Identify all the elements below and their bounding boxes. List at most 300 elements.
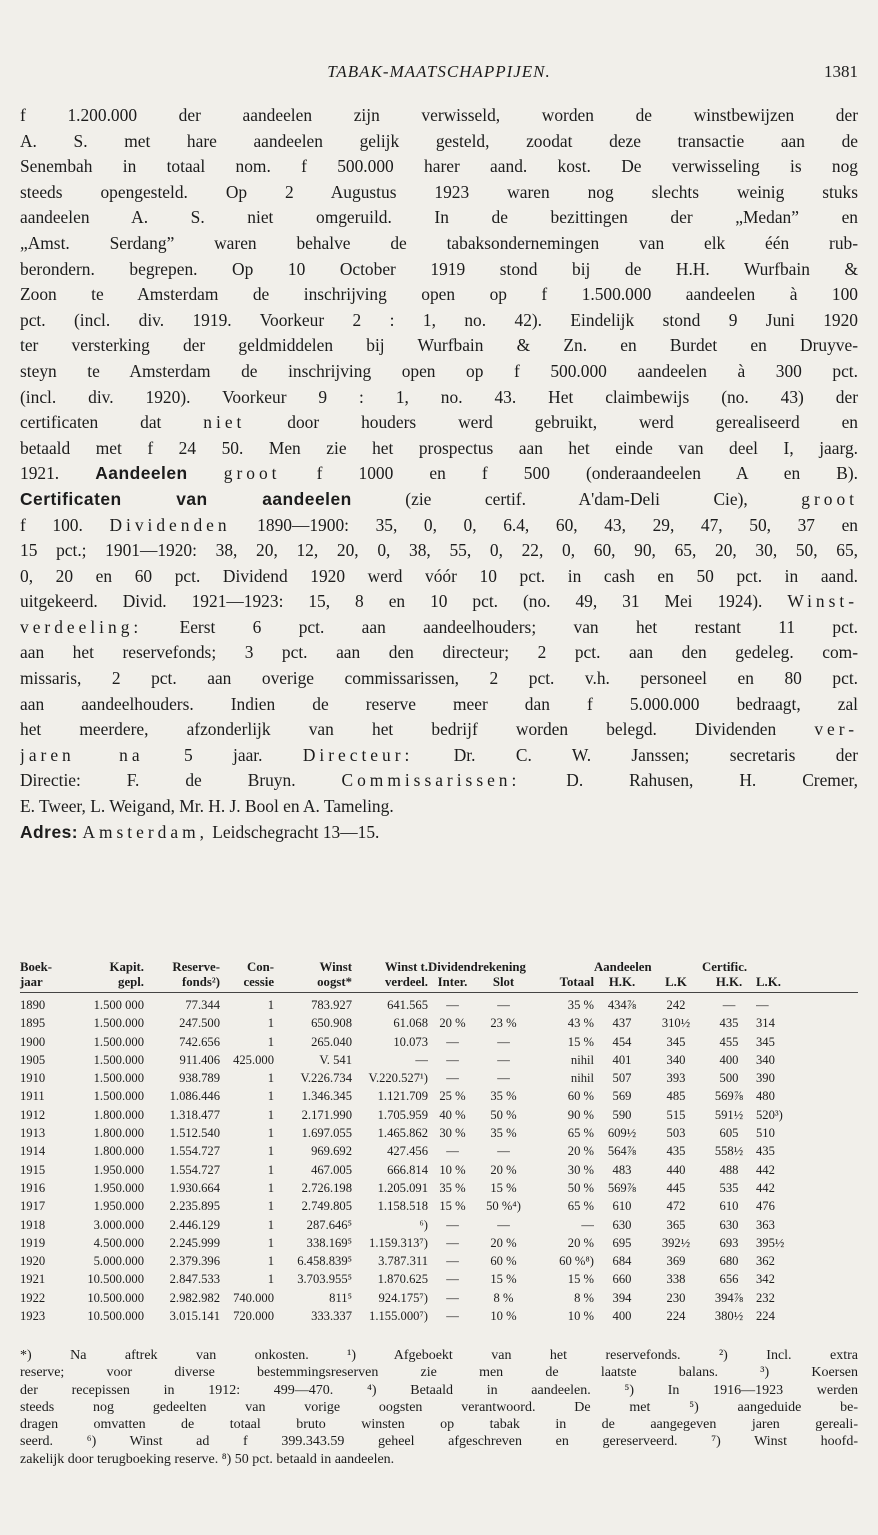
table-cell: 1 [267, 1180, 274, 1195]
table-cell: 340 [666, 1052, 686, 1067]
table-cell: 1.500.000 [93, 1016, 144, 1031]
text-span: E. Tweer, L. Weigand, Mr. H. J. Bool en A. Tameling. [20, 796, 394, 817]
table-cell: 363 [756, 1217, 775, 1232]
table-cell: 610 [612, 1199, 632, 1214]
body-text [20, 103, 858, 845]
footnote-line: reserve; voor diverse bestemmingsreserven zie men de laatste balans. ³) Koersen [20, 1365, 858, 1381]
table-cell: 1.155.000⁷) [369, 1309, 428, 1324]
table-cell: 666.814 [387, 1162, 428, 1177]
table-cell: 35 % [567, 998, 594, 1012]
table-header-cell: Dividendrekening [428, 960, 526, 974]
table-cell: 1.950.000 [93, 1162, 144, 1177]
table-cell: 380½ [714, 1309, 744, 1324]
table-cell: 609½ [607, 1126, 637, 1141]
table-cell: 740.000 [233, 1290, 274, 1305]
text-span: 5 jaar. [143, 744, 303, 765]
table-cell: 6.458.839⁵ [297, 1254, 352, 1269]
table-cell: 15 % [567, 1034, 594, 1049]
table-header-cell: Inter. [428, 975, 477, 993]
table-cell: 1911 [20, 1089, 45, 1104]
table-cell: 1.554.727 [169, 1144, 220, 1159]
table-cell: 783.927 [311, 998, 352, 1012]
table-cell: 520³) [756, 1107, 783, 1122]
table-cell: 395½ [756, 1235, 785, 1250]
text-line [20, 282, 858, 308]
table-cell: 684 [612, 1254, 632, 1269]
table-cell: 1.554.727 [169, 1162, 220, 1177]
text-span: certificaten dat [20, 412, 204, 433]
text-line [20, 513, 858, 539]
table-cell: 3.015.141 [169, 1309, 220, 1324]
table-cell: 427.456 [387, 1144, 428, 1159]
table-cell: 472 [666, 1199, 686, 1214]
spaced-text: verdeeling: [20, 616, 143, 637]
table-cell: 338.169⁵ [306, 1235, 352, 1250]
text-span: Senembah in totaal nom. f 500.000 harer aand. kost. De verwisseling is nog [20, 156, 858, 177]
text-line [20, 666, 858, 692]
table-cell: 660 [612, 1272, 632, 1287]
table-cell: 4.500.000 [93, 1235, 144, 1250]
text-line [20, 410, 858, 436]
table-header-cell: L.K [650, 975, 702, 993]
table-cell: 15 % [490, 1272, 517, 1287]
table-cell: 10 % [490, 1309, 517, 1324]
table-header-cell: Certific. [702, 960, 748, 974]
table-row [20, 1161, 858, 1179]
text-line [20, 564, 858, 590]
table-cell: 25 % [439, 1089, 466, 1104]
table-cell: — [497, 998, 510, 1012]
table-header-cell: Winst [319, 960, 352, 974]
table-cell: 434⅞ [607, 998, 637, 1012]
table-header-cell: gepl. [56, 975, 144, 993]
table-cell: 61.068 [393, 1016, 428, 1031]
table-cell: 680 [719, 1254, 739, 1269]
table-cell: 1.500.000 [93, 1052, 144, 1067]
table-cell: 569 [612, 1089, 632, 1104]
text-line [20, 333, 858, 359]
text-span: door houders werd gebruikt, werd gerealiseerd en [245, 412, 858, 433]
table-row [20, 1234, 858, 1252]
text-span: 1921. [20, 463, 96, 484]
table-cell: 630 [612, 1217, 632, 1232]
table-cell: 641.565 [387, 998, 428, 1012]
table-cell: 569⅞ [607, 1180, 637, 1195]
table-cell: 1.121.709 [377, 1089, 428, 1104]
table-cell: 2.379.396 [169, 1254, 220, 1269]
table-header-cell: Winst t. [384, 960, 428, 974]
table-cell: 10.500.000 [87, 1309, 144, 1324]
text-line [20, 589, 858, 615]
table-cell: 342 [756, 1272, 775, 1287]
text-line [20, 692, 858, 718]
text-span: Leidschegracht 13—15. [207, 821, 380, 842]
table-cell: 10 % [567, 1309, 594, 1324]
table-cell: 43 % [567, 1016, 594, 1031]
table-cell: 969.692 [311, 1144, 352, 1159]
table-cell: 20 % [439, 1016, 466, 1031]
footnote-line: zakelijk door terugboeking reserve. ⁸) 50 pct. betaald in aandeelen. [20, 1451, 395, 1467]
table-cell: nihil [570, 1052, 594, 1067]
table-cell: 392½ [661, 1235, 691, 1250]
table-cell: 454 [612, 1034, 632, 1049]
table-cell: 1 [267, 1016, 274, 1031]
running-header [0, 62, 878, 88]
text-span: Eerst 6 pct. aan aandeelhouders; van het restant 11 pct. [142, 616, 858, 637]
text-span: aan aandeelhouders. Indien de reserve meer dan f 5.000.000 bedraagt, zal [20, 693, 858, 714]
table-cell: 50 %⁴) [486, 1199, 521, 1214]
table-cell: 564⅞ [607, 1144, 637, 1159]
table-cell: 1.086.446 [169, 1089, 220, 1104]
table-row [20, 1270, 858, 1288]
table-cell: 369 [666, 1254, 686, 1269]
table-row [20, 1014, 858, 1032]
table-cell: 442 [756, 1180, 775, 1195]
text-line [20, 461, 858, 487]
table-cell: 230 [666, 1290, 686, 1305]
table-cell: — [446, 1254, 459, 1269]
running-title: TABAK-MAATSCHAPPIJEN. [327, 62, 551, 81]
text-span: D. Rahusen, H. Cremer, [520, 770, 858, 791]
text-span: 1890—1900: 35, 0, 0, 6.4, 60, 43, 29, 47, 50, 37 en [230, 514, 858, 535]
footnote-line: dragen omvatten de totaal bruto winsten op tabak in de aangegeven jaren gereali- [20, 1417, 858, 1433]
table-row [20, 1289, 858, 1307]
table-cell: 1.930.664 [169, 1180, 220, 1195]
spaced-text: Amsterdam, [82, 821, 208, 842]
table-cell: — [497, 1052, 510, 1067]
text-line [20, 257, 858, 283]
text-span: pct. (incl. div. 1919. Voorkeur 2 : 1, no. 42). Eindelijk stond 9 Juni 1920 [20, 309, 858, 330]
text-span: uitgekeerd. Divid. 1921—1923: 15, 8 en 10 pct. (no. 49, 31 Mei 1924). [20, 591, 788, 612]
table-cell: 224 [666, 1309, 686, 1324]
text-span: aan het reservefonds; 3 pct. aan den directeur; 2 pct. aan den gedeleg. com- [20, 642, 858, 663]
table-cell: 911.406 [179, 1052, 220, 1067]
table-cell: 20 % [567, 1235, 594, 1250]
table-cell: 938.789 [179, 1071, 220, 1086]
text-line [20, 717, 858, 743]
table-cell: 500 [719, 1071, 739, 1086]
financial-table [20, 960, 858, 1325]
table-cell: 1919 [20, 1235, 46, 1250]
spaced-text: niet [203, 412, 246, 433]
table-row [20, 1179, 858, 1197]
spaced-text: Directeur: [302, 744, 414, 765]
table-cell: 2.446.129 [169, 1217, 220, 1232]
bold-heading: Certificaten van aandeelen [20, 488, 352, 509]
table-cell: 558½ [714, 1144, 744, 1159]
table-cell: 1.346.345 [301, 1089, 352, 1104]
text-span: Dr. C. W. Janssen; secretaris der [413, 744, 858, 765]
table-cell: 77.344 [185, 998, 220, 1012]
table-cell: 5.000.000 [93, 1254, 144, 1269]
table-cell: 35 % [490, 1126, 517, 1141]
text-span: Zoon te Amsterdam de inschrijving open op f 1.500.000 aandeelen à 100 [20, 284, 858, 305]
table-header-cell [756, 960, 858, 975]
table-cell: 1918 [20, 1217, 46, 1232]
table-cell: 425.000 [233, 1052, 274, 1067]
table-header-cell: Con- [246, 960, 274, 974]
text-line [20, 538, 858, 564]
table-header-cell: cessie [220, 975, 274, 993]
table-cell: 3.703.955⁵ [297, 1272, 352, 1287]
table-cell: 1.870.625 [377, 1272, 428, 1287]
table-header-row [20, 960, 858, 975]
footnotes [20, 1347, 858, 1468]
table-cell: 287.646⁵ [306, 1217, 352, 1232]
table-cell: 1.950.000 [93, 1180, 144, 1195]
table-cell: 314 [756, 1016, 775, 1031]
table-cell: 20 % [567, 1144, 594, 1159]
table-cell: 224 [756, 1309, 775, 1324]
table-cell: 811⁵ [329, 1290, 352, 1305]
table-row [20, 1252, 858, 1270]
table-cell: 455 [719, 1034, 739, 1049]
text-span: het meerdere, afzonderlijk van het bedrijf worden belegd. Dividenden [20, 719, 815, 740]
table-cell: 333.337 [311, 1309, 352, 1324]
text-line [20, 640, 858, 666]
table-cell: ⁶) [419, 1217, 428, 1232]
spaced-text: Commissarissen: [341, 770, 521, 791]
table-cell: 1.512.540 [169, 1126, 220, 1141]
table-cell: 1.500.000 [93, 1071, 144, 1086]
table-cell: 2.847.533 [169, 1272, 220, 1287]
text-line [20, 436, 858, 462]
table-cell: 483 [612, 1162, 632, 1177]
table-cell: — [446, 1290, 459, 1305]
table-cell: 3.787.311 [378, 1254, 428, 1269]
table-cell: 345 [666, 1034, 686, 1049]
table-cell: 507 [612, 1071, 632, 1086]
spaced-text: jaren na [20, 744, 144, 765]
table-header-cell: oogst* [274, 975, 352, 993]
table-cell: 310½ [661, 1016, 691, 1031]
text-line [20, 154, 858, 180]
table-cell: 535 [719, 1180, 739, 1195]
table-cell: 60 % [567, 1089, 594, 1104]
bold-heading: Adres: [20, 821, 79, 842]
table-cell: 510 [756, 1126, 775, 1141]
table-cell: 442 [756, 1162, 775, 1177]
table-cell: — [446, 1235, 459, 1250]
table-cell: 720.000 [233, 1309, 274, 1324]
table-cell: 1.800.000 [93, 1144, 144, 1159]
table-cell: 1 [267, 1126, 274, 1141]
text-span: ter versterking der geldmiddelen bij Wurfbain & Zn. en Burdet en Druyve- [20, 335, 858, 356]
table-cell: 2.245.999 [169, 1235, 220, 1250]
table-cell: 440 [666, 1162, 686, 1177]
table-cell: 60 % [490, 1254, 517, 1269]
text-span: steyn te Amsterdam de inschrijving open op f 500.000 aandeelen à 300 pct. [20, 360, 858, 381]
table-cell: 435 [666, 1144, 686, 1159]
table-cell: 1914 [20, 1144, 46, 1159]
text-span: aandeelen A. S. niet omgeruild. In de bezittingen der „Medan” en [20, 207, 858, 228]
table-cell: — [756, 998, 769, 1012]
text-span: 15 pct.; 1901—1920: 38, 20, 12, 20, 0, 38, 55, 0, 22, 0, 60, 90, 65, 20, 30, 50, 65, [20, 540, 858, 561]
text-span: missaris, 2 pct. aan overige commissarissen, 2 pct. v.h. personeel en 80 pct. [20, 668, 858, 689]
table-header-cell: H.K. [702, 975, 756, 993]
table-cell: — [446, 1309, 459, 1324]
text-line [20, 487, 858, 513]
text-span: (incl. div. 1920). Voorkeur 9 : 1, no. 43. Het claimbewijs (no. 43) der [20, 386, 858, 407]
table-cell: V.220.527¹) [368, 1071, 428, 1086]
table-cell: 1895 [20, 1016, 46, 1031]
table-cell: 1923 [20, 1309, 46, 1324]
table-cell: — [581, 1217, 594, 1232]
table-header-cell: Boek- [20, 960, 52, 974]
table-cell: 467.005 [311, 1162, 352, 1177]
table-cell: 40 % [439, 1107, 466, 1122]
table-row [20, 1051, 858, 1069]
table-cell: 1917 [20, 1199, 46, 1214]
text-span [188, 463, 224, 483]
table-cell: 445 [666, 1180, 686, 1195]
table-cell: 1 [267, 1107, 274, 1122]
table-cell: 1.705.959 [377, 1107, 428, 1122]
table-cell: — [446, 1217, 459, 1232]
table-cell: — [497, 1034, 510, 1049]
table-cell: 232 [756, 1290, 775, 1305]
table-cell: 10.500.000 [87, 1272, 144, 1287]
table-cell: — [446, 1144, 459, 1159]
table-cell: 50 % [567, 1180, 594, 1195]
text-span: betaald met f 24 50. Men zie het prospectus aan het einde van deel I, jaarg. [20, 437, 858, 458]
table-cell: 742.656 [179, 1034, 220, 1049]
text-span: 0, 20 en 60 pct. Dividend 1920 werd vóór 10 pct. in cash en 50 pct. in aand. [20, 565, 858, 586]
table-cell: 20 % [490, 1162, 517, 1177]
table-cell: 1 [267, 1034, 274, 1049]
table-cell: 2.982.982 [169, 1290, 220, 1305]
table-row [20, 1197, 858, 1215]
table-cell: nihil [570, 1071, 594, 1086]
table-cell: 345 [756, 1034, 775, 1049]
table-row [20, 993, 858, 1015]
table-cell: 20 % [490, 1235, 517, 1250]
table-cell: 401 [612, 1052, 632, 1067]
table-row [20, 1142, 858, 1160]
table-cell: 15 % [439, 1199, 466, 1214]
footnote-line: steeds nog gedeelten van vorige oogsten verantwoord. De met ⁵) aangeduide be- [20, 1399, 858, 1415]
table-cell: 15 % [567, 1272, 594, 1287]
table-cell: 1890 [20, 998, 46, 1012]
table-header [20, 960, 858, 993]
table-cell: 650.908 [311, 1016, 352, 1031]
spaced-text: Winst- [787, 591, 858, 612]
table-cell: 362 [756, 1254, 775, 1269]
table-cell: 695 [612, 1235, 632, 1250]
table-cell: 590 [612, 1107, 632, 1122]
table-cell: 515 [666, 1107, 686, 1122]
table-cell: 1.159.313⁷) [369, 1235, 428, 1250]
footnote-line: *) Na aftrek van onkosten. ¹) Afgeboekt van het reservefonds. ²) Incl. extra [20, 1348, 858, 1363]
table-cell: 437 [612, 1016, 632, 1031]
table-row [20, 1124, 858, 1142]
table-cell: 485 [666, 1089, 686, 1104]
text-line [20, 103, 858, 129]
table-row [20, 1307, 858, 1325]
table-cell: 247.500 [179, 1016, 220, 1031]
table-cell: 503 [666, 1126, 686, 1141]
table-header-cell: jaar [20, 975, 56, 993]
table-cell: 1.158.518 [377, 1199, 428, 1214]
table-cell: 340 [756, 1052, 775, 1067]
table-cell: 1921 [20, 1272, 46, 1287]
table-row [20, 1087, 858, 1105]
table-cell: 569⅞ [714, 1089, 744, 1104]
text-span: f 1000 en f 500 (onderaandeelen A en B). [280, 463, 858, 484]
table-cell: 1912 [20, 1107, 46, 1122]
table-cell: 476 [756, 1199, 775, 1214]
table-cell: 630 [719, 1217, 739, 1232]
table-cell: 265.040 [311, 1034, 352, 1049]
table-cell: 1.800.000 [93, 1126, 144, 1141]
text-line [20, 385, 858, 411]
table-cell: 242 [666, 998, 686, 1012]
table-cell: — [446, 1071, 459, 1086]
table-header-cell: H.K. [594, 975, 650, 993]
table-cell: 1900 [20, 1034, 46, 1049]
table-header-cell [530, 960, 594, 975]
table-cell: 400 [719, 1052, 739, 1067]
table-cell: 1920 [20, 1254, 46, 1269]
text-line [20, 615, 858, 641]
page-number: 1381 [824, 62, 858, 81]
table-cell: 1 [267, 1144, 274, 1159]
table-cell: 30 % [439, 1126, 466, 1141]
table-cell: 1.500.000 [93, 1034, 144, 1049]
table-cell: 1.318.477 [169, 1107, 220, 1122]
table-cell: 488 [719, 1162, 739, 1177]
table-header-cell: Slot [477, 975, 530, 993]
table-cell: 1.500.000 [93, 1089, 144, 1104]
table-cell: 1.205.091 [377, 1180, 428, 1195]
table-cell: 435 [756, 1144, 775, 1159]
table-cell: 1 [267, 998, 274, 1012]
table-cell: 10.073 [393, 1034, 428, 1049]
table-cell: 35 % [490, 1089, 517, 1104]
table-cell: 10 % [439, 1162, 466, 1177]
table-cell: V. 541 [319, 1052, 352, 1067]
table-cell: V.226.734 [300, 1071, 352, 1086]
table-cell: — [446, 998, 459, 1012]
table-cell: 1915 [20, 1162, 46, 1177]
table-cell: 23 % [490, 1016, 517, 1031]
text-span: „Amst. Serdang” waren behalve de tabaksondernemingen van elk één rub- [20, 232, 858, 253]
table-cell: 1910 [20, 1071, 46, 1086]
table-cell: 1 [267, 1217, 274, 1232]
table-cell: 591½ [714, 1107, 744, 1122]
table-cell: 365 [666, 1217, 686, 1232]
table-cell: 1 [267, 1272, 274, 1287]
table-cell: — [497, 1217, 510, 1232]
text-span: f 100. [20, 514, 110, 535]
table-cell: 1.697.055 [301, 1126, 352, 1141]
table-header-row [20, 975, 858, 993]
table-cell: 1905 [20, 1052, 46, 1067]
text-line [20, 743, 858, 769]
table-header-cell: fonds²) [144, 975, 220, 993]
table-cell: 2.726.198 [301, 1180, 352, 1195]
table-cell: 435 [719, 1016, 739, 1031]
text-line [20, 205, 858, 231]
text-span: (zie certif. A'dam-Deli Cie), [351, 488, 802, 509]
table-cell: — [722, 998, 736, 1012]
table-cell: 2.235.895 [169, 1199, 220, 1214]
text-line [20, 231, 858, 257]
table-cell: 394 [612, 1290, 632, 1305]
table-cell: 605 [719, 1126, 739, 1141]
table-cell: 1913 [20, 1126, 46, 1141]
spaced-text: Dividenden [109, 514, 231, 535]
